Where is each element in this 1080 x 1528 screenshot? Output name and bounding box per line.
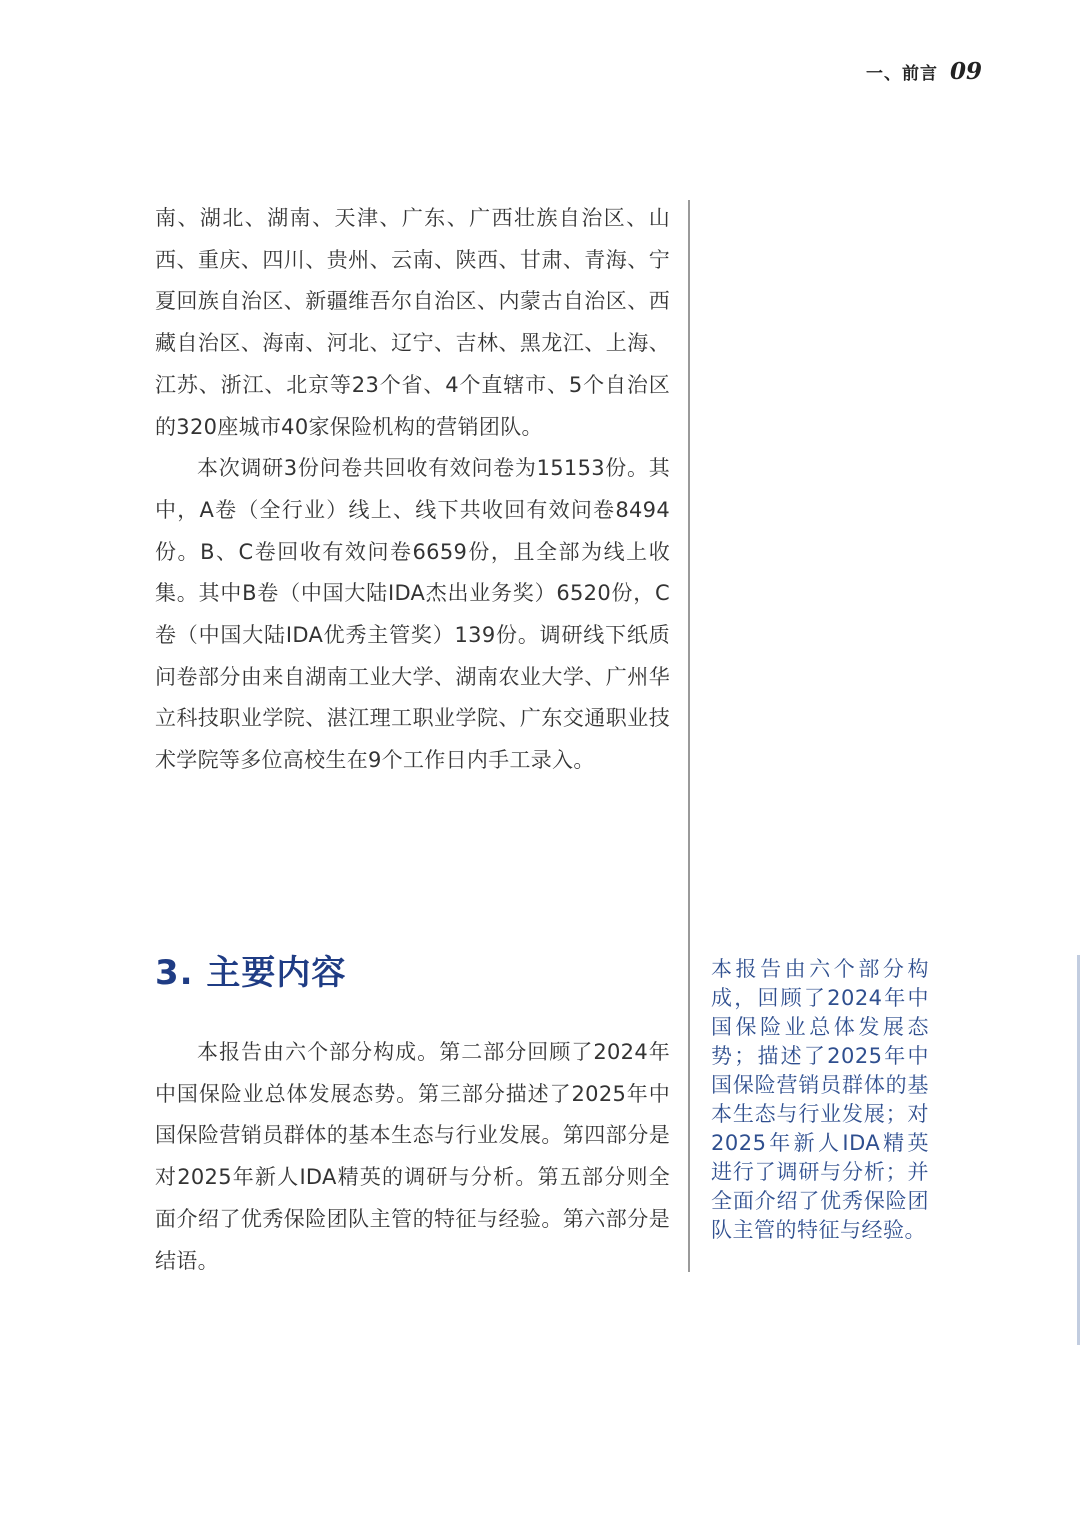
column-divider bbox=[688, 200, 690, 1272]
section-title: 3. 主要内容 bbox=[155, 953, 347, 993]
section-body bbox=[155, 1032, 670, 1282]
page-header bbox=[866, 58, 982, 85]
body-paragraph-regions: 南、湖北、湖南、天津、广东、广西壮族自治区、山西、重庆、四川、贵州、云南、陕西、甘肃、青海、宁夏回族自治区、新疆维吾尔自治区、内蒙古自治区、西藏自治区、海南、河北、辽宁、吉林、黑龙江、上海、江苏、浙江、北京等23个省、4个直辖市、5个自治区的320座城市40家保险机构的营销团队。 bbox=[155, 206, 670, 439]
body-paragraph-survey: 本次调研3份问卷共回收有效问卷为15153份。其中，A卷（全行业）线上、线下共收回有效问卷8494份。B、C卷回收有效问卷6659份，且全部为线上收集。其中B卷（中国大陆IDA杰出业务奖）6520份，C卷（中国大陆IDA优秀主管奖）139份。调研线下纸质问卷部分由来自湖南工业大学、湖南农业大学、广州华立科技职业学院、湛江理工职业学院、广东交通职业技术学院等多位高校生在9个工作日内手工录入。 bbox=[155, 456, 670, 773]
section-paragraph: 本报告由六个部分构成。第二部分回顾了2024年中国保险业总体发展态势。第三部分描述了2025年中国保险营销员群体的基本生态与行业发展。第四部分是对2025年新人IDA精英的调研与分析。第五部分则全面介绍了优秀保险团队主管的特征与经验。第六部分是结语。 bbox=[155, 1040, 670, 1273]
chapter-label: 一、前言 bbox=[865, 64, 938, 84]
main-column bbox=[155, 198, 670, 782]
page-number: 09 bbox=[949, 58, 982, 85]
sidebar-note: 本报告由六个部分构成，回顾了2024年中国保险业总体发展态势；描述了2025年中国保险营销员群体的基本生态与行业发展；对2025年新人IDA精英进行了调研与分析；并全面介绍了优秀保险团队主管的特征与经验。 bbox=[711, 957, 929, 1242]
